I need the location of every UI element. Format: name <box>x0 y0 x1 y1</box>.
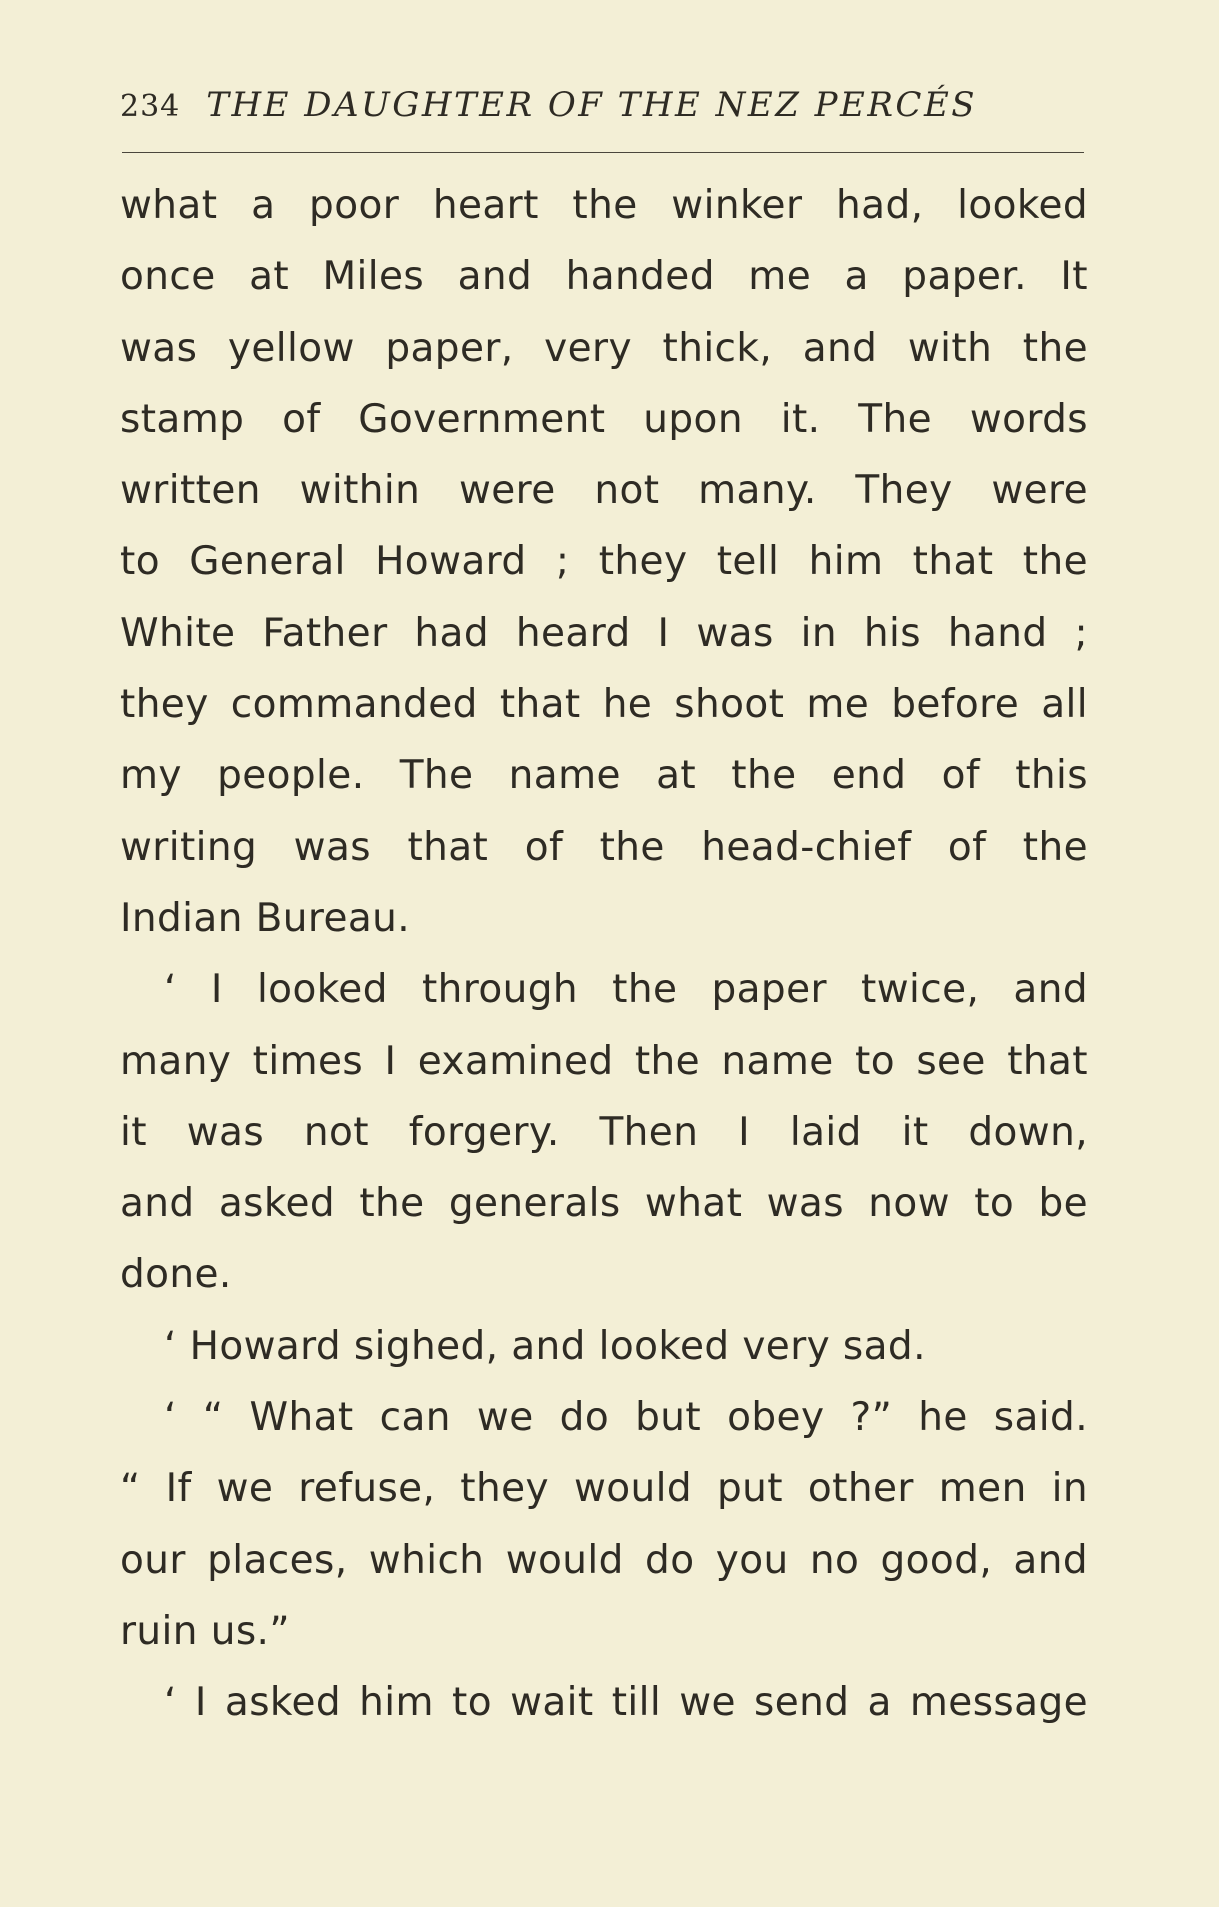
text-line: ‘ I asked him to wait till we send a message <box>164 1680 1088 1726</box>
text-line: “ If we refuse, they would put other men in <box>120 1466 1088 1512</box>
text-line: to General Howard ; they tell him that the <box>120 539 1088 585</box>
text-line: was yellow paper, very thick, and with the <box>120 325 1088 371</box>
text-line: my people. The name at the end of this <box>120 753 1088 799</box>
page-header <box>120 85 1000 135</box>
text-line: many times I examined the name to see that <box>120 1038 1088 1084</box>
text-line: Indian Bureau. <box>120 895 411 941</box>
text-line: once at Miles and handed me a paper. It <box>120 254 1088 300</box>
running-head: THE DAUGHTER OF THE NEZ PERCÉS <box>206 85 978 125</box>
text-line: it was not forgery. Then I laid it down, <box>120 1109 1088 1155</box>
text-line: they commanded that he shoot me before all <box>120 682 1088 728</box>
text-line: and asked the generals what was now to be <box>120 1181 1088 1227</box>
text-line: what a poor heart the winker had, looked <box>120 183 1088 228</box>
body-text <box>120 170 1088 1739</box>
text-line: writing was that of the head-chief of the <box>120 824 1088 870</box>
text-line: done. <box>120 1252 232 1298</box>
text-line: our places, which would do you no good, and <box>120 1537 1088 1583</box>
text-line: White Father had heard I was in his hand ; <box>120 610 1088 656</box>
text-line: written within were not many. They were <box>120 468 1088 514</box>
page-number: 234 <box>120 89 181 124</box>
text-line: ‘ I looked through the paper twice, and <box>164 967 1088 1013</box>
text-line: ‘ “ What can we do but obey ?” he said. <box>164 1395 1088 1441</box>
text-line: stamp of Government upon it. The words <box>120 396 1088 442</box>
text-line: ‘ Howard sighed, and looked very sad. <box>164 1323 926 1369</box>
header-rule <box>122 152 1084 153</box>
text-line: ruin us.” <box>120 1608 290 1654</box>
